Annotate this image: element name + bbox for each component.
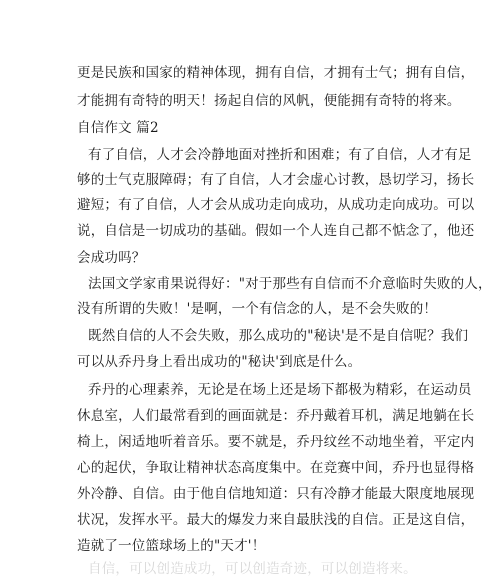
paragraph-line: 可以从乔丹身上看出成功的"秘诀'到底是什么。 — [77, 354, 362, 370]
paragraph-line: 造就了一位篮球场上的"天才'！ — [77, 538, 266, 554]
paragraph-line: 既然自信的人不会失败，那么成功的"秘诀'是不是自信呢？我们 — [88, 328, 469, 344]
section-heading: 自信作文 篇2 — [77, 120, 159, 136]
paragraph-line-partial: 自信，可以创造成功，可以创造奇迹，可以创造将来。 — [88, 561, 417, 577]
paragraph-line: 外冷静、自信。由于他自信地知道：只有冷静才能最大限度地展现 — [77, 486, 475, 502]
paragraph-line: 会成功吗？ — [77, 250, 146, 266]
paragraph-line: 才能拥有奇特的明天！扬起自信的风帆，便能拥有奇特的将来。 — [77, 93, 461, 109]
paragraph-line: 说，自信是一切成功的基础。假如一个人连自己都不惦念了，他还 — [77, 223, 475, 239]
paragraph-line: 法国文学家甫果说得好："对于那些有自信而不介意临时失败的人， — [88, 276, 492, 292]
paragraph-line: 椅上，闲适地听着音乐。要不就是，乔丹纹丝不动地坐着，平定内 — [77, 434, 475, 450]
paragraph-line: 够的士气克服障碍；有了自信，人才会虚心讨教，恳切学习，扬长 — [77, 172, 475, 188]
paragraph-line: 避短；有了自信，人才会从成功走向成功，从成功走向成功。可以 — [77, 197, 475, 213]
paragraph-line: 没有所谓的失败！'是啊，一个有信念的人，是不会失败的！ — [77, 301, 438, 317]
paragraph-line: 更是民族和国家的精神体现，拥有自信，才拥有士气；拥有自信， — [77, 65, 475, 81]
paragraph-line: 乔丹的心理素养，无论是在场上还是场下都极为精彩，在运动员 — [88, 382, 472, 398]
paragraph-line: 休息室，人们最常看到的画面就是：乔丹戴着耳机，满足地躺在长 — [77, 408, 475, 424]
paragraph-line: 心的起伏，争取让精神状态高度集中。在竞赛中间，乔丹也显得格 — [77, 460, 475, 476]
paragraph-line: 有了自信，人才会冷静地面对挫折和困难；有了自信，人才有足 — [88, 147, 472, 163]
paragraph-line: 状况，发挥水平。最大的爆发力来自最肤浅的自信。正是这自信， — [77, 512, 475, 528]
